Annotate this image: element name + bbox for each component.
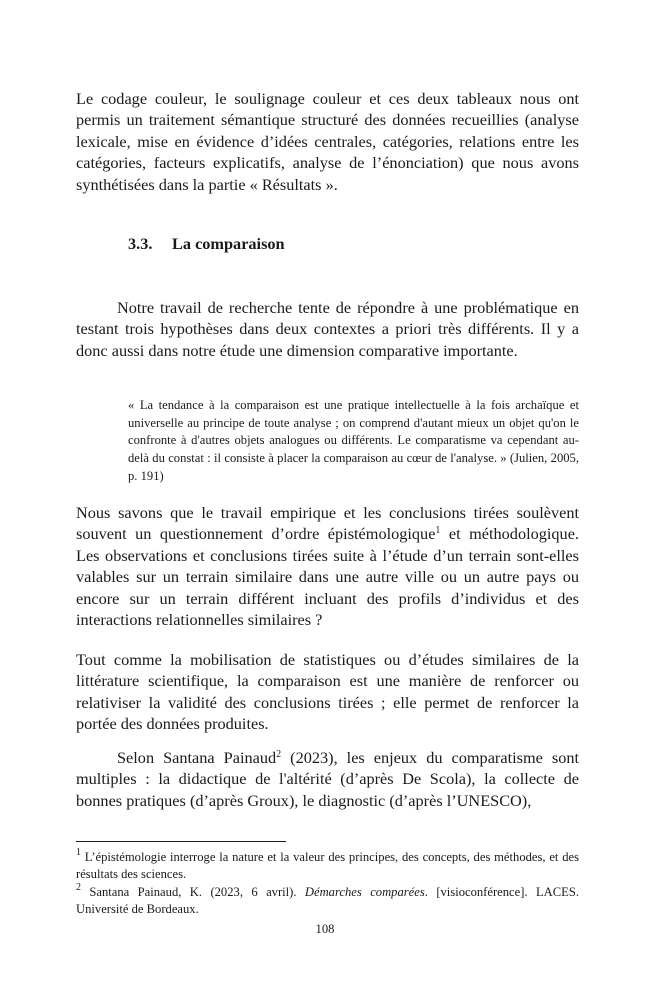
section-title: La comparaison [172,234,285,253]
paragraph-problem: Notre travail de recherche tente de répondre à une problématique en testant trois hypothèses dans deux contextes a priori très différents. Il y a donc aussi dans notre étude une dimension comparative importante. [76,298,579,360]
footnote-2-title: Démarches comparées [304,885,425,899]
paragraph-comparison: Tout comme la mobilisation de statistiques ou d’études similaires de la littérature scientifique, la comparaison est une manière de renforcer ou relativiser la validité des conclusions tirées ; elle permet de renforcer la portée des données produites. [76,650,579,734]
paragraph-block-3 [76,502,579,630]
footnote-2-marker: 2 [76,882,81,893]
paragraph-epistemology-text: Nous savons que le travail empirique et les conclusions tirées soulèvent souvent un questionnement d’ordre épistémologique [76,503,579,544]
paragraph-santana-text-cont: (2023), les enjeux du comparatisme sont multiples : la didactique de l'altérité (d’après De Scola), la collecte de bonnes pratiques (d’après Groux), le diagnostic (d’après l’UNESCO), [76,748,580,810]
paragraph-coding: Le codage couleur, le soulignage couleur et ces deux tableaux nous ont permis un traitement sémantique structuré des données recueillies (analyse lexicale, mise en évidence d’idées centrales, catégories, relations entre les catégories, facteurs explicatifs, analyse de l’énonciation) que nous avons synthétisées dans la partie « Résultats ». [76,89,579,194]
paragraph-santana [76,747,579,811]
paragraph-epistemology [76,502,579,630]
body-text [76,88,579,195]
section-number: 3.3. [128,234,153,253]
footnote-2 [76,884,579,919]
paragraph-block-2 [76,297,579,361]
paragraph-santana-text: Selon Santana Painaud [117,748,277,767]
footnote-divider [76,841,286,842]
paragraph-block-4 [76,649,579,735]
footnote-2-text: Santana Painaud, K. (2023, 6 avril). [81,885,305,899]
footnote-ref-2[interactable]: 2 [276,749,282,760]
footnote-2-text-cont: . [visioconférence]. LACES. Université de Bordeaux. [76,885,580,917]
page-number: 108 [315,922,335,936]
paragraph-block-5 [76,747,579,811]
footnote-1-text: L’épistémologie interroge la nature et la valeur des principes, des concepts, des méthodes, et des résultats des sciences. [76,850,579,882]
footnote-1-marker: 1 [76,847,81,858]
footnote-ref-1[interactable]: 1 [435,525,441,537]
section-heading [128,234,285,254]
footnote-1 [76,849,579,884]
block-quote: « La tendance à la comparaison est une pratique intellectuelle à la fois archaïque et universelle au principe de toute analyse ; on comprend d'autant mieux un objet qu'on le confronte à d'autres objets analogues ou différents. Le comparatisme va cependant au-delà du constat : il consiste à placer la comparaison au cœur de l'analyse. » (Julien, 2005, p. 191) [128,398,579,483]
paragraph-epistemology-text-cont: et méthodologique. Les observations et conclusions tirées suite à l’étude d’un terrain sont-elles valables sur un terrain similaire dans une autre ville ou un autre pays ou encore sur un terrain différent incluant des profils d’individus et des interactions relationnelles similaires ? [76,524,579,630]
